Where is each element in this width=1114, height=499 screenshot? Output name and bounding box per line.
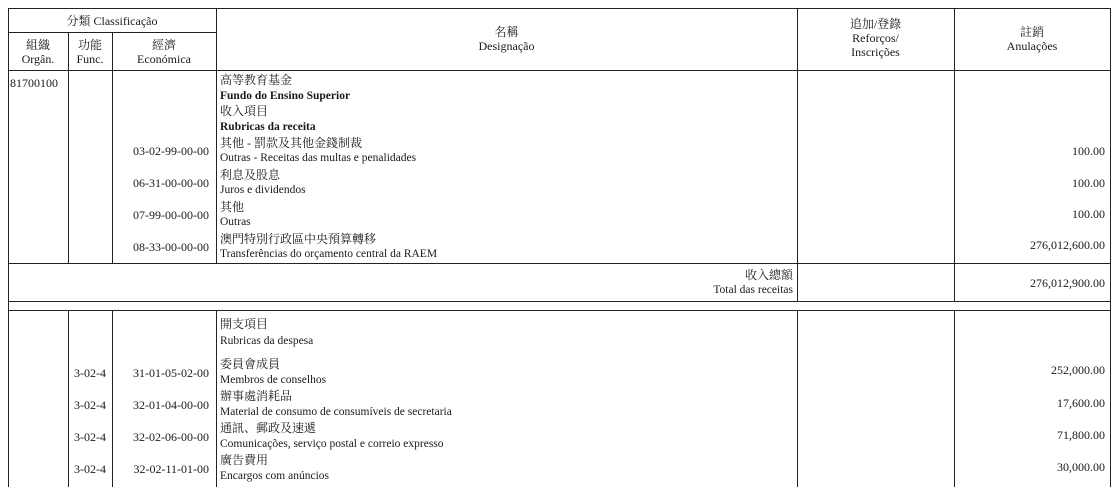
organ-header-pt: Orgân. [21,52,55,66]
receipt-amount: 100.00 [1072,176,1105,190]
expense-func-code: 3-02-4 [74,398,106,412]
expense-designation-zh: 委員會成員 [220,357,281,371]
expense-amount: 252,000.00 [1051,363,1105,377]
receipt-amount: 276,012,600.00 [1030,238,1105,252]
econ-header-zh: 經濟 [151,38,176,52]
receipt-designation-pt: Outras [220,216,251,228]
reforcos-header-pt-1: Reforços/ [852,31,899,45]
func-header-pt: Func. [76,52,104,66]
expenses-heading-zh: 開支項目 [220,317,269,331]
receipt-econ-code: 03-02-99-00-00 [133,144,209,158]
col-reforcos-left-exp [797,310,798,487]
expense-econ-code: 32-02-06-00-00 [133,430,209,444]
receipt-econ-code: 06-31-00-00-00 [133,176,209,190]
anulacoes-header-pt: Anulações [1006,39,1058,53]
expenses-heading-pt: Rubricas da despesa [220,335,314,347]
receipt-amount: 100.00 [1072,144,1105,158]
reforcos-header-zh: 追加/登錄 [849,17,902,31]
expense-designation-zh: 通訊、郵政及速遞 [220,421,317,435]
entity-name-zh: 高等教育基金 [220,73,293,87]
func-header-zh: 功能 [77,38,102,52]
expense-designation-pt: Material de consumo de consumíveis de secretaria [220,406,452,418]
expense-func-code: 3-02-4 [74,462,106,476]
expense-amount: 17,600.00 [1057,396,1105,410]
expense-econ-code: 32-01-04-00-00 [133,398,209,412]
total-top-border [8,263,1110,264]
total-amount: 276,012,900.00 [1030,276,1105,290]
receipt-designation-zh: 其他 - 罰款及其他金錢制裁 [220,136,362,150]
expense-econ-code: 32-02-11-01-00 [133,462,209,476]
receipts-heading-zh: 收入項目 [220,104,269,118]
reforcos-header-pt-2: Inscrições [851,45,900,59]
table-top-border [8,8,1110,9]
header-bottom-border [8,70,1110,71]
receipt-designation-zh: 其他 [220,200,245,214]
organ-code: 81700100 [10,76,58,90]
table-left-border [8,8,9,487]
expense-designation-pt: Encargos com anúncios [220,470,330,482]
col-func-left [68,32,69,263]
receipt-designation-pt: Juros e dividendos [220,184,306,196]
designation-header-zh: 名稱 [494,25,519,39]
expense-designation-pt: Comunicações, serviço postal e correio expresso [220,438,444,450]
total-label-pt: Total das receitas [713,284,793,296]
econ-header-pt: Económica [137,52,191,66]
expense-designation-pt: Membros de conselhos [220,374,327,386]
receipts-heading-pt: Rubricas da receita [220,121,316,133]
organ-header-zh: 組織 [25,38,50,52]
receipt-econ-code: 07-99-00-00-00 [133,208,209,222]
receipt-econ-code: 08-33-00-00-00 [133,240,209,254]
expense-amount: 71,800.00 [1057,428,1105,442]
receipt-designation-zh: 利息及股息 [220,168,281,182]
col-designation-left-exp [216,310,217,487]
expense-econ-code: 31-01-05-02-00 [133,366,209,380]
table-right-border [1110,8,1111,487]
expense-func-code: 3-02-4 [74,430,106,444]
receipt-designation-pt: Transferências do orçamento central da RAEM [220,248,438,260]
receipt-designation-pt: Outras - Receitas das multas e penalidades [220,152,417,164]
classification-header: 分類 Classificação [66,14,158,28]
total-bottom-border [8,301,1110,302]
receipt-designation-zh: 澳門特別行政區中央預算轉移 [220,232,377,246]
expense-designation-zh: 辦事處消耗品 [220,389,293,403]
expense-amount: 30,000.00 [1057,460,1105,474]
designation-header-pt: Designação [478,39,535,53]
expense-func-code: 3-02-4 [74,366,106,380]
expense-designation-zh: 廣告費用 [220,453,269,467]
anulacoes-header-zh: 註銷 [1019,25,1044,39]
receipt-amount: 100.00 [1072,207,1105,221]
entity-name-pt: Fundo do Ensino Superior [220,90,351,102]
total-label-zh: 收入總額 [744,268,793,282]
expenses-top-border [8,310,1110,311]
